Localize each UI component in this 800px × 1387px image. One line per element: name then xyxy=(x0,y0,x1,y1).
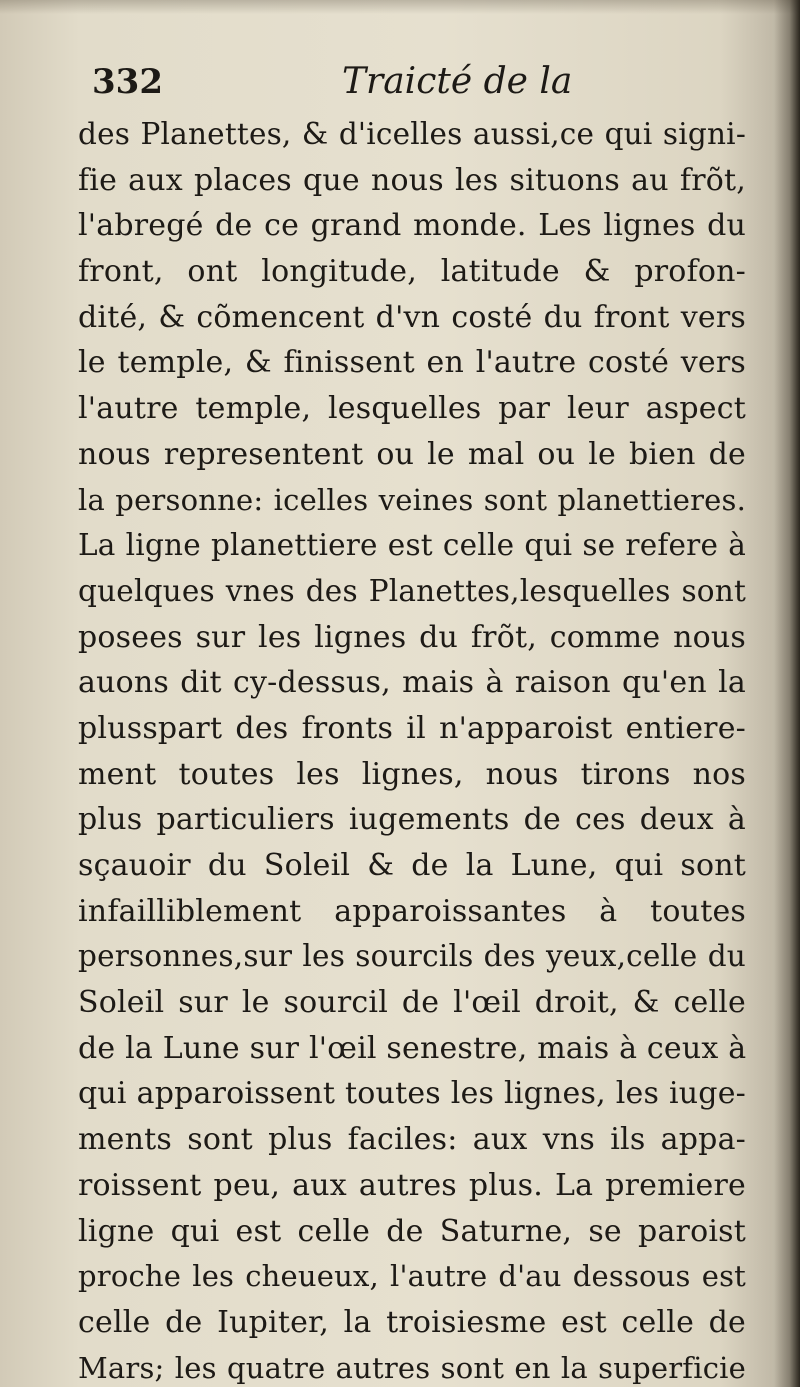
text-line: personnes,sur les sourcils des yeux,celle du xyxy=(78,939,746,974)
text-line: Soleil sur le sourcil de l'œil droit, & celle xyxy=(78,985,746,1021)
text-line: l'abregé de ce grand monde. Les lignes du xyxy=(78,208,746,244)
body-text xyxy=(78,112,746,1387)
text-line: des Planettes, & d'icelles aussi,ce qui signi- xyxy=(78,117,746,151)
text-line: quelques vnes des Planettes,lesquelles sont xyxy=(78,573,746,608)
page-header xyxy=(92,58,752,108)
text-line: La ligne planettiere est celle qui se refere à xyxy=(78,528,746,563)
text-line: dité, & cõmencent d'vn costé du front vers xyxy=(78,299,746,335)
text-line: roissent peu, aux autres plus. La premiere xyxy=(78,1167,746,1203)
text-line: plus particuliers iugements de ces deux à xyxy=(78,802,746,838)
text-line: Mars; les quatre autres sont en la superficie xyxy=(78,1350,746,1385)
text-line: proche les cheueux, l'autre d'au dessous est xyxy=(78,1259,746,1294)
text-line: ments sont plus faciles: aux vns ils appa- xyxy=(78,1122,746,1158)
page-top-edge xyxy=(0,0,800,14)
text-line: ligne qui est celle de Saturne, se paroist xyxy=(78,1213,746,1249)
text-line: plusspart des fronts il n'apparoist entiere- xyxy=(78,710,746,746)
text-line: nous representent ou le mal ou le bien de xyxy=(78,436,746,472)
text-line: auons dit cy-dessus, mais à raison qu'en la xyxy=(78,665,746,701)
text-line: de la Lune sur l'œil senestre, mais à ceux à xyxy=(78,1030,747,1066)
text-line: ment toutes les lignes, nous tirons nos xyxy=(78,756,746,792)
text-line: celle de Iupiter, la troisiesme est celle de xyxy=(78,1304,746,1340)
text-line: le temple, & finissent en l'autre costé vers xyxy=(78,345,746,381)
text-line: fie aux places que nous les situons au frõt, xyxy=(78,162,746,198)
text-line: sçauoir du Soleil & de la Lune, qui sont xyxy=(78,848,746,883)
running-head: Traicté de la xyxy=(342,61,573,102)
page-number: 332 xyxy=(92,62,163,102)
text-line: la personne: icelles veines sont planettieres. xyxy=(78,482,746,517)
text-line: l'autre temple, lesquelles par leur aspect xyxy=(78,391,746,427)
binding-gutter-shadow xyxy=(774,0,800,1387)
text-line: front, ont longitude, latitude & profon- xyxy=(78,254,746,290)
text-line: qui apparoissent toutes les lignes, les iuge- xyxy=(78,1076,746,1112)
text-line: posees sur les lignes du frõt, comme nous xyxy=(78,619,746,655)
text-line: infailliblement apparoissantes à toutes xyxy=(78,893,746,929)
